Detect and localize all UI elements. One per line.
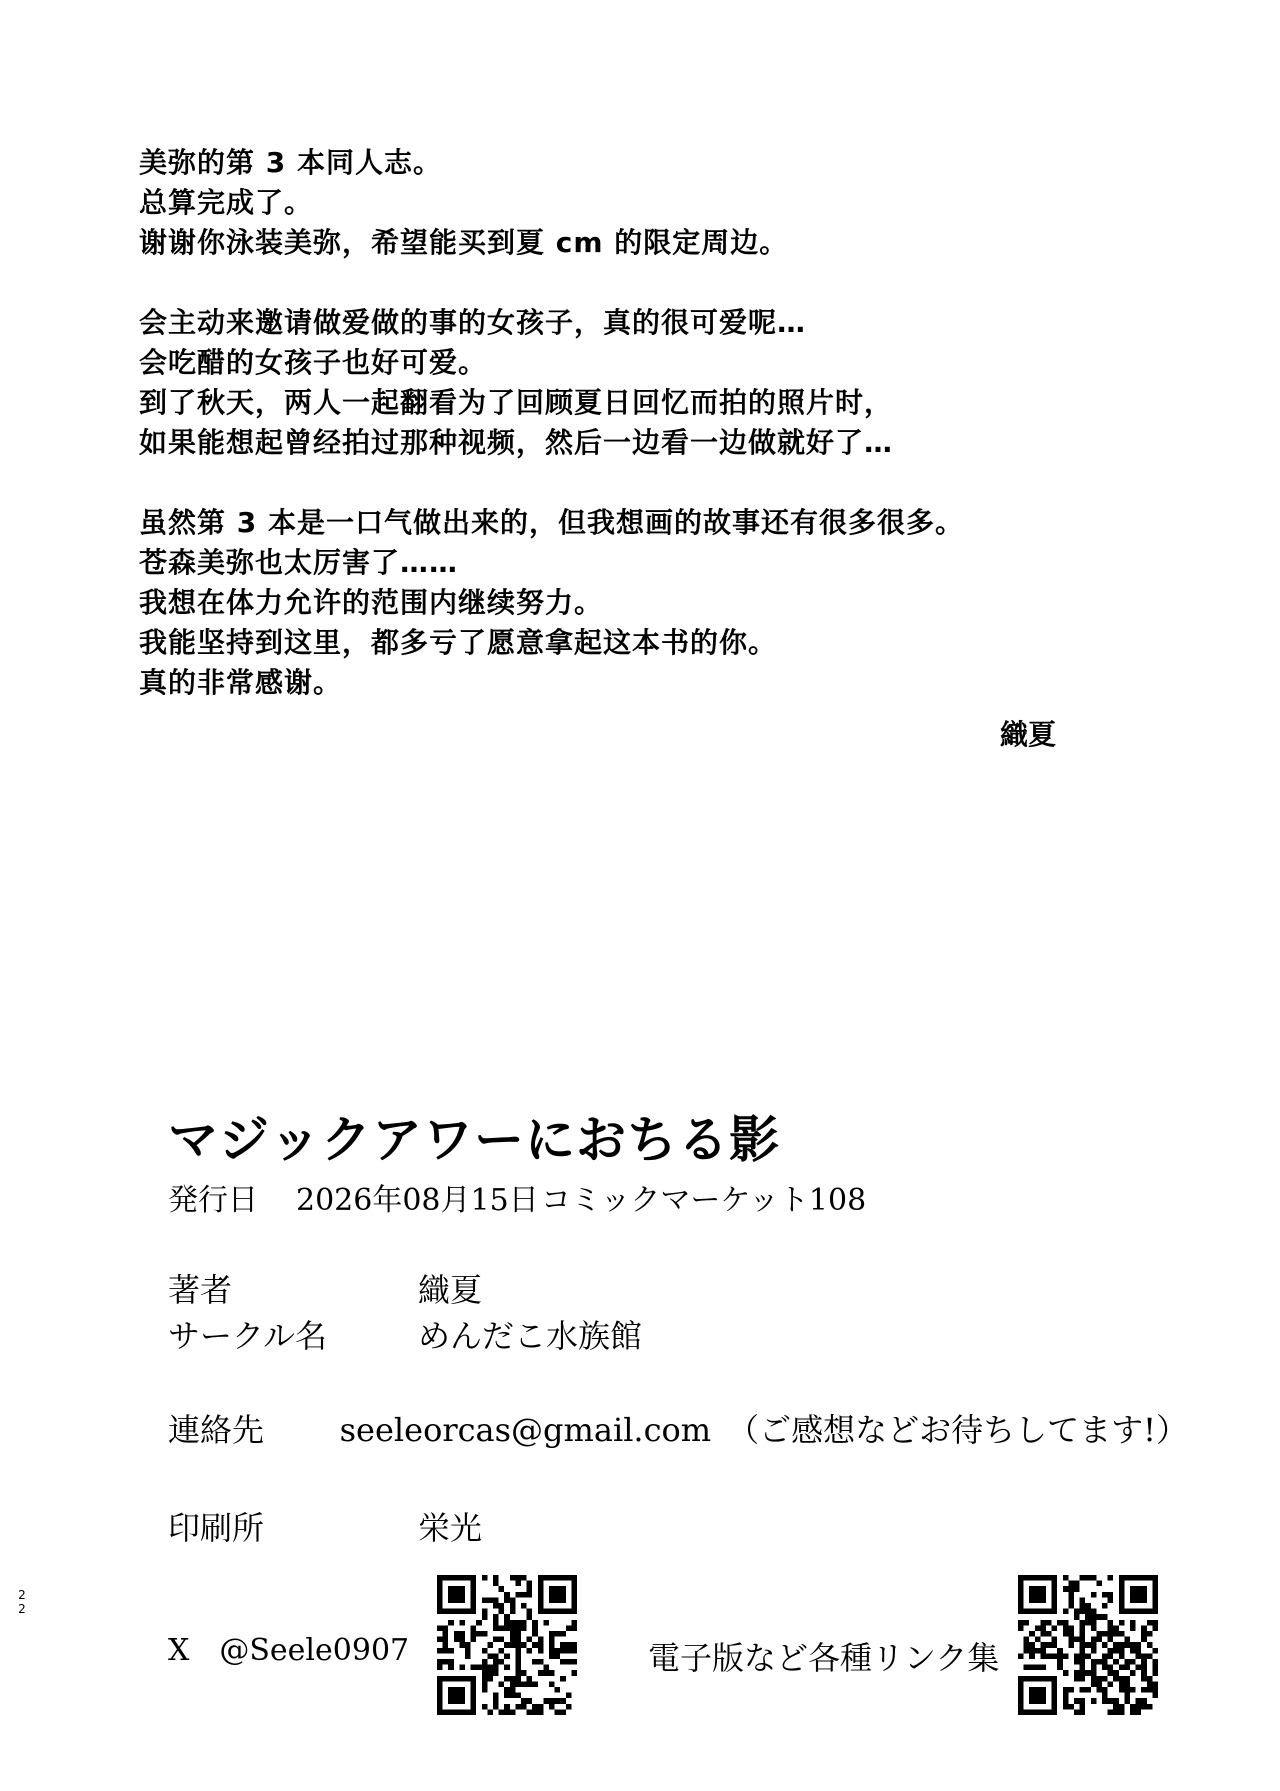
printer-label: 印刷所	[168, 1509, 265, 1547]
issue-row	[168, 1179, 1188, 1223]
afterword-line: 苍森美弥也太厉害了……	[139, 546, 459, 579]
afterword-line: 会主动来邀请做爱做的事的女孩子，真的很可爱呢…	[139, 306, 807, 339]
afterword-paragraph-2	[139, 303, 1139, 463]
afterword-line: 虽然第 3 本是一口气做出来的，但我想画的故事还有很多很多。	[139, 506, 964, 539]
afterword-line: 如果能想起曾经拍过那种视频，然后一边看一边做就好了…	[139, 426, 894, 459]
circle-value: めんだこ水族館	[418, 1317, 643, 1355]
circle-row	[168, 1313, 1188, 1359]
page-number-digit: 2	[18, 1602, 26, 1616]
page-number-digit: 2	[18, 1588, 26, 1602]
qr-code-icon[interactable]	[1018, 1575, 1158, 1715]
contact-value: seeleorcas@gmail.com （ご感想などお待ちしてます!）	[339, 1411, 1188, 1449]
afterword-line: 到了秋天，两人一起翻看为了回顾夏日回忆而拍的照片时，	[139, 386, 894, 419]
afterword-line: 我能坚持到这里，都多亏了愿意拿起这本书的你。	[139, 626, 778, 659]
x-account	[168, 1633, 409, 1668]
links-label: 電子版など各種リンク集	[648, 1639, 1000, 1677]
printer-value: 栄光	[418, 1509, 483, 1547]
colophon	[168, 1105, 1188, 1551]
afterword-line: 谢谢你泳装美弥，希望能买到夏 cm 的限定周边。	[139, 226, 789, 259]
afterword-line: 我想在体力允许的范围内继续努力。	[139, 586, 604, 619]
afterword-line: 总算完成了。	[139, 186, 314, 219]
afterword-signature: 織夏	[1000, 718, 1057, 751]
author-value: 織夏	[418, 1271, 483, 1309]
qr-code-links-icon	[1018, 1575, 1158, 1715]
issue-date: 2026年08月15日	[296, 1183, 539, 1218]
book-title: マジックアワーにおちる影	[168, 1110, 780, 1169]
x-label: X	[168, 1633, 190, 1668]
x-handle: @Seele0907	[219, 1633, 410, 1668]
issue-label: 発行日	[168, 1183, 258, 1218]
afterword	[139, 143, 1139, 743]
afterword-line: 真的非常感谢。	[139, 666, 343, 699]
qr-code-icon[interactable]	[437, 1575, 577, 1715]
qr-code-x-icon	[437, 1575, 577, 1715]
author-row	[168, 1267, 1188, 1313]
afterword-line: 美弥的第 3 本同人志。	[139, 146, 442, 179]
circle-label: サークル名	[168, 1317, 328, 1355]
contact-label: 連絡先	[168, 1411, 265, 1449]
afterword-paragraph-3	[139, 503, 1139, 703]
afterword-paragraph-1	[139, 143, 1139, 263]
page-number	[16, 1588, 28, 1616]
event-name: コミックマーケット108	[541, 1183, 867, 1218]
colophon-info	[168, 1267, 1188, 1551]
author-label: 著者	[168, 1271, 233, 1309]
afterword-line: 会吃醋的女孩子也好可爱。	[139, 346, 488, 379]
contact-row	[168, 1407, 1188, 1453]
printer-row	[168, 1505, 1188, 1551]
